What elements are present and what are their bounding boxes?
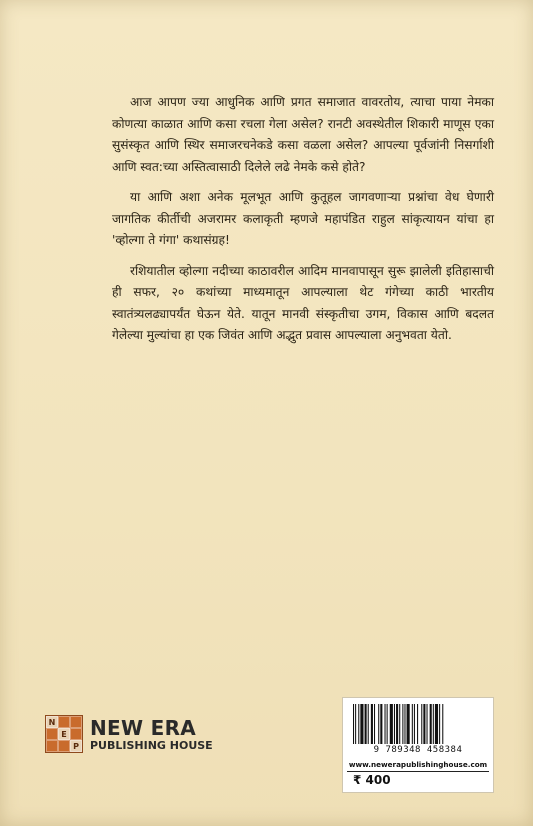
barcode-bar	[360, 704, 363, 744]
barcode-bar	[358, 704, 359, 744]
blurb-paragraph-3: रशियातील व्होल्गा नदीच्या काठावरील आदिम मानवापासून सुरू झालेली इतिहासाची ही सफर, २० कथांच्या माध्यमातून आपल्याला थेट गंगेच्या काठी भारतीय स्वातंत्र्यलढ्यापर्यंत घेऊन येते. यातून मानवी संस्कृतीचा उगम, विकास आणि बदलत गेलेल्या मुल्यांचा हा एक जिवंत आणि अद्भुत प्रवास आपल्याला अनुभवता येतो.	[112, 263, 494, 342]
barcode-bar	[423, 704, 425, 744]
logo-letter-e: E	[58, 728, 70, 740]
publisher-logo-block	[45, 713, 213, 755]
barcode-bar	[355, 704, 356, 744]
blurb-text	[112, 92, 494, 356]
barcode-bar	[407, 704, 410, 744]
barcode-bar	[435, 704, 438, 744]
barcode-bar	[374, 704, 375, 744]
barcode-bar	[394, 704, 395, 744]
barcode-bar	[387, 704, 388, 744]
barcode-bar	[404, 704, 405, 744]
barcode-bar	[399, 704, 400, 744]
barcode-bar	[378, 704, 379, 744]
barcode-bar	[396, 704, 398, 744]
barcode-bar	[380, 704, 382, 744]
barcode-panel	[342, 697, 494, 793]
barcode-bar	[417, 704, 418, 744]
barcode-bar	[414, 704, 415, 744]
nep-grid-logo-icon	[45, 715, 83, 753]
publisher-subtitle: PUBLISHING HOUSE	[90, 738, 213, 752]
barcode-bar	[421, 704, 422, 744]
barcode-bar	[402, 704, 403, 744]
price-label: ₹ 400	[353, 773, 391, 787]
barcode-bar	[430, 704, 432, 744]
isbn-number: 9 789348 458384	[373, 745, 463, 755]
barcode-bar	[442, 704, 443, 744]
blurb-paragraph-1: आज आपण ज्या आधुनिक आणि प्रगत समाजात वावरतोय, त्याचा पाया नेमका कोणत्या काळात आणि कसा रचला गेला असेल? रानटी अवस्थेतील शिकारी माणूस एका सुसंस्कृत आणि स्थिर समाजरचनेकडे कसा वळला असेल? आपल्या पूर्वजांनी निसर्गाशी आणि स्वत:च्या अस्तित्वासाठी दिलेले लढे नेमके कसे होते?	[112, 95, 494, 174]
blurb-paragraph-2: या आणि अशा अनेक मूलभूत आणि कुतूहल जागवणाऱ्या प्रश्नांचा वेध घेणारी जागतिक कीर्तीची अजरामर कलाकृती म्हणजे महापंडित राहुल सांकृत्यायन यांचा हा 'व्होल्गा ते गंगा' कथासंग्रह!	[112, 190, 494, 247]
barcode-bar	[385, 704, 386, 744]
barcode-bar	[439, 704, 440, 744]
logo-letter-p: P	[70, 740, 82, 752]
barcode-bar	[433, 704, 434, 744]
barcode-bar	[353, 704, 354, 744]
price-divider	[347, 771, 489, 772]
barcode-bar	[365, 704, 367, 744]
barcode-bar	[427, 704, 428, 744]
logo-letter-n: N	[46, 716, 58, 728]
barcode-bar	[390, 704, 393, 744]
ean13-barcode-icon	[351, 704, 485, 744]
barcode-bar	[371, 704, 373, 744]
publisher-name-block	[90, 717, 213, 752]
barcode-bar	[368, 704, 369, 744]
barcode-bar	[412, 704, 413, 744]
publisher-website: www.newerapublishinghouse.com	[348, 760, 488, 769]
publisher-name: NEW ERA	[90, 715, 197, 740]
